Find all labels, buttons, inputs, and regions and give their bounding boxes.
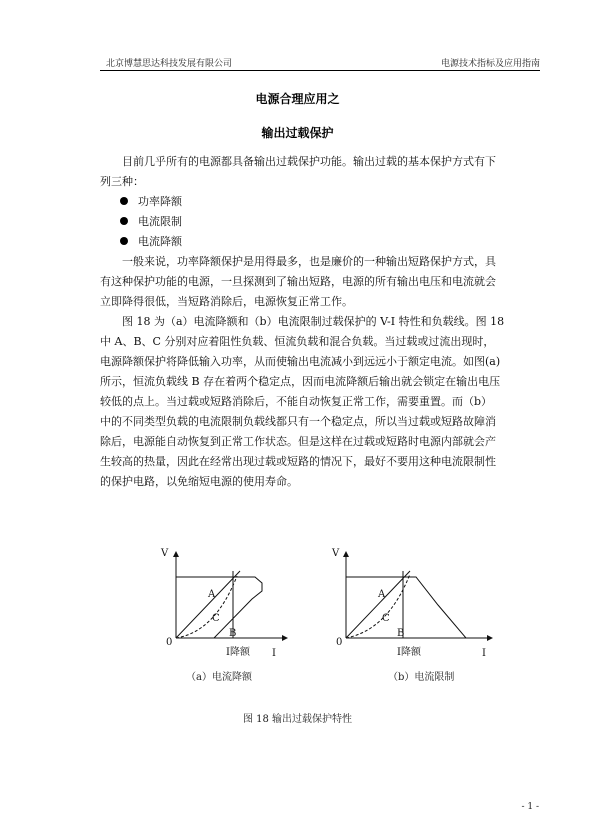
curve-label-c: C [382,613,390,624]
list-item-label: 功率降额 [138,195,182,208]
intro-line: 列三种： [100,175,144,188]
diagram-current-derating [160,548,285,659]
paragraph-line: 立即降得很低，当短路消除后，电源恢复正常工作。 [100,295,353,308]
curve-label-b: B [229,628,237,639]
paragraph-line: 所示，恒流负载线 B 存在着两个稳定点，因而电流降额后输出就会锁定在输出电压 [100,375,501,388]
list-item [120,232,420,252]
i-axis-label: I [482,648,486,659]
paragraph-line: 有这种保护功能的电源，一旦探测到了输出短路，电源的所有输出电压和电流就会 [100,275,496,288]
header-doc-title: 电源技术指标及应用指南 [440,59,540,69]
paragraph-line: 中的不同类型负载的电流限制负载线都只有一个稳定点，所以当过载或短路故障消 [100,415,496,428]
diagram-current-limiting [331,548,490,659]
origin-label: 0 [166,637,173,648]
derating-vi-curve [176,577,262,638]
paragraph-line: 除后，电源能自动恢复到正常工作状态。但是这样在过载或短路时电源内部就会产 [100,435,496,448]
paragraph-line: 图 18 为（a）电流降额和（b）电流限制过载保护的 V-I 特性和负载线。图 18 [122,315,505,328]
caption-diagram-a: （a）电流降额 [186,672,252,683]
bullet-icon [120,197,128,205]
caption-diagram-b: （b）电流限制 [388,672,455,683]
intro-paragraph [100,152,540,192]
limit-vi-curve [346,577,466,638]
bullet-icon [120,237,128,245]
curve-label-a: A [378,589,386,600]
curve-label-c: C [212,613,220,624]
paragraph-line: 中 A、B、C 分别对应着阻性负载、恒流负载和混合负载。当过载或过流出现时， [100,335,495,348]
bullet-icon [120,217,128,225]
list-item-label: 电流限制 [138,215,182,228]
rated-current-label: I降额 [226,647,250,658]
paragraph-power-derating [100,252,540,312]
list-item [120,212,420,232]
origin-label: 0 [336,637,343,648]
title-line-2: 输出过载保护 [261,126,334,140]
paragraph-line: 一般来说，功率降额保护是用得最多，也是廉价的一种输出短路保护方式，具 [122,255,496,268]
page-number: - 1 - [521,802,539,812]
intro-line: 目前几乎所有的电源都具备输出过载保护功能。输出过载的基本保护方式有下 [122,155,496,168]
v-axis-label: V [161,548,169,559]
header-company: 北京博慧思达科技发展有限公司 [106,59,233,69]
page-header [100,54,540,71]
protection-type-list [120,192,420,252]
v-axis-label: V [332,548,340,559]
paragraph-line: 较低的点上。当过载或短路消除后，不能自动恢复正常工作，需要重置。而（b） [100,395,493,408]
paragraph-line: 电源降额保护将降低输入功率，从而使输出电流减小到远远小于额定电流。如图(a) [100,355,501,368]
paragraph-line: 生较高的热量，因此在经常出现过载或短路的情况下，最好不要用这种电流限制性 [100,455,496,468]
vi-characteristics-figure [150,540,510,710]
list-item [120,192,420,212]
figure-caption: 图 18 输出过载保护特性 [242,714,353,725]
paragraph-line: 的保护电路，以免缩短电源的使用寿命。 [100,475,298,488]
curve-label-a: A [208,589,216,600]
title-line-1: 电源合理应用之 [255,92,340,106]
curve-label-b: B [397,628,405,639]
i-axis-label: I [272,648,276,659]
list-item-label: 电流降额 [138,235,182,248]
paragraph-figure-description [100,312,540,492]
rated-current-label: I降额 [397,647,421,658]
